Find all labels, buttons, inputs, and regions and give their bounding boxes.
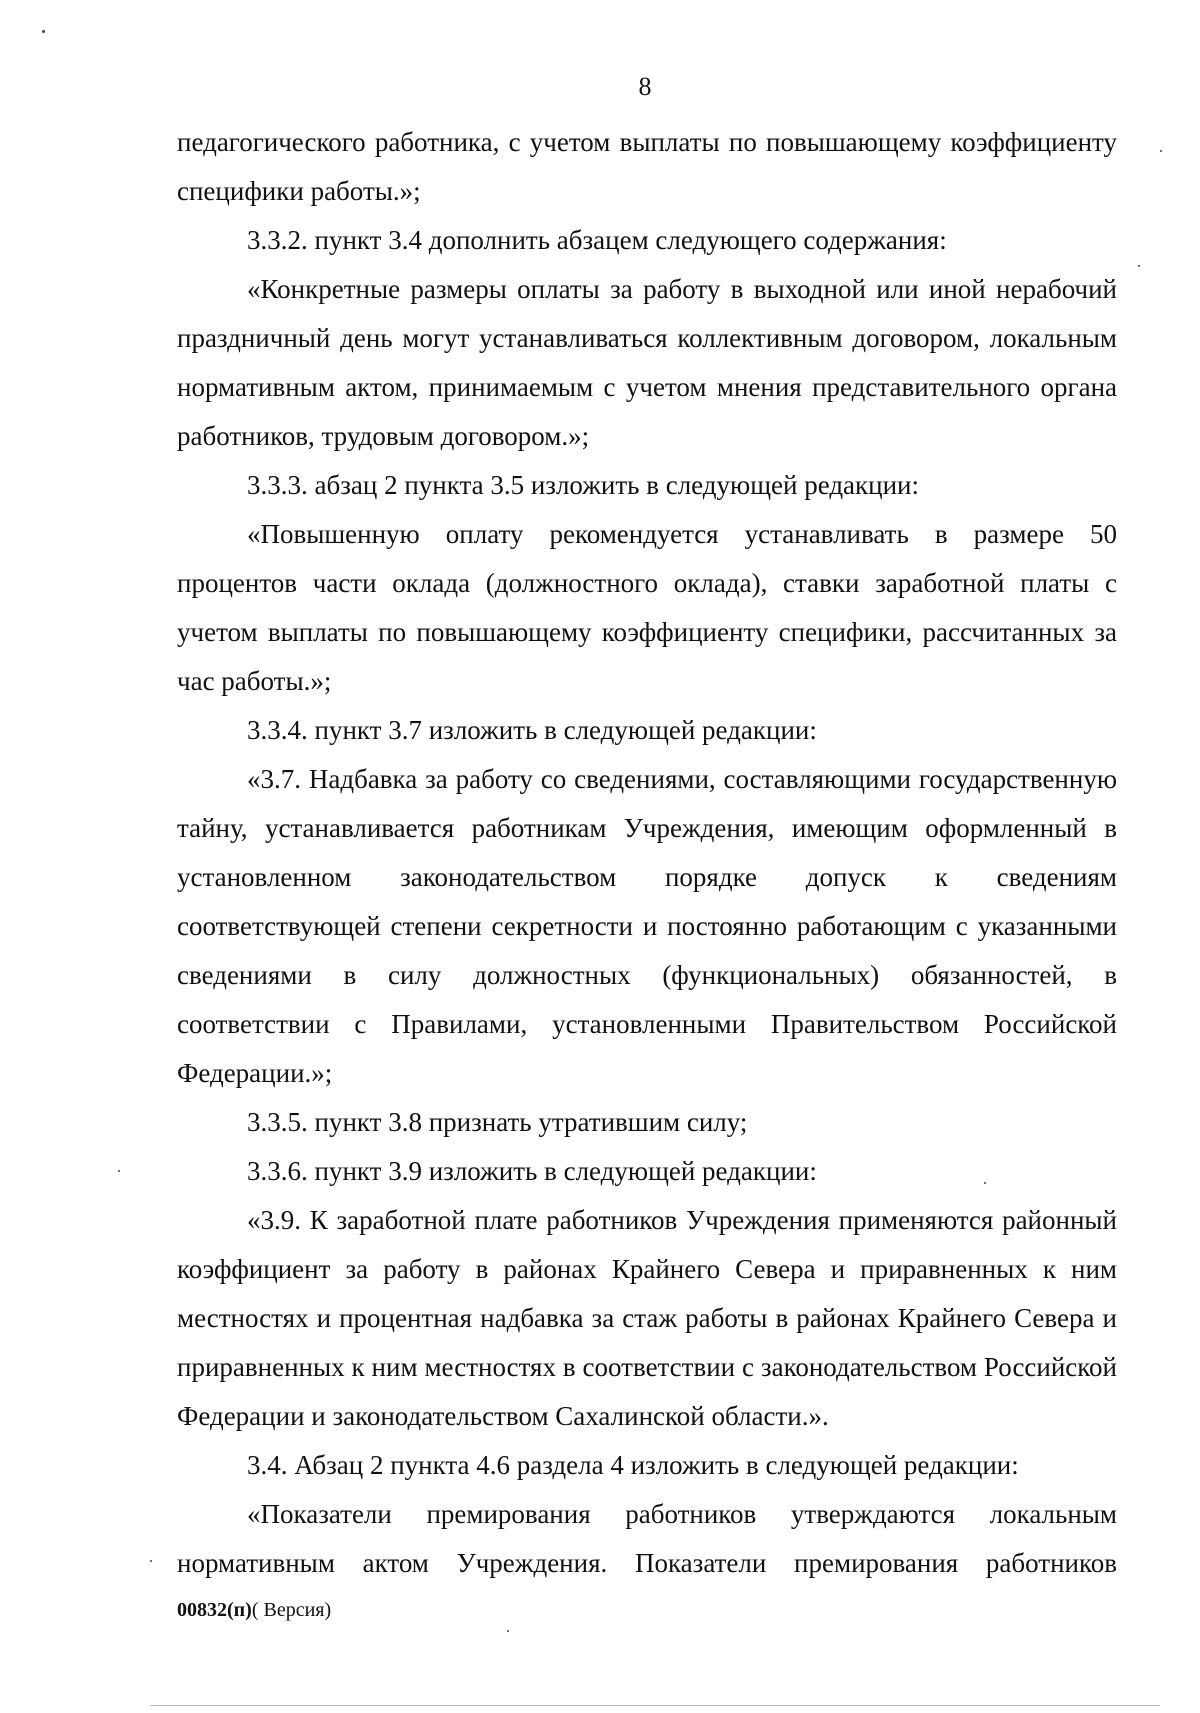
document-footer: [177, 1598, 331, 1622]
document-code: 00832(п): [177, 1599, 252, 1621]
scan-speck: [118, 1170, 120, 1172]
document-body: [177, 118, 1117, 1588]
paragraph: «3.9. К заработной плате работников Учреждения применяются районный коэффициент за работу в районах Крайнего Севера и приравненных к ним местностях и процентная надбавка за стаж работы в районах Крайнего Севера и приравненных к ним местностях в соответствии с законодательством Российской Федерации и законодательством Сахалинской области.».: [177, 1205, 1117, 1431]
paragraph: 3.3.3. абзац 2 пункта 3.5 изложить в следующей редакции:: [247, 470, 920, 500]
scan-speck: [1160, 150, 1162, 152]
scan-speck: [984, 1182, 986, 1184]
paragraph: «Повышенную оплату рекомендуется устанавливать в размере 50 процентов части оклада (должностного оклада), ставки заработной платы с учетом выплаты по повышающему коэффициенту специфики, рассчитанных за час работы.»;: [177, 519, 1117, 696]
paragraph: 3.3.4. пункт 3.7 изложить в следующей редакции:: [247, 715, 817, 745]
paragraph: педагогического работника, с учетом выплаты по повышающему коэффициенту специфики работы.»;: [177, 127, 1117, 206]
paragraph: «3.7. Надбавка за работу со сведениями, составляющими государственную тайну, устанавливается работникам Учреждения, имеющим оформленный в установленном законодательством порядке допуск к сведениям соответствующей степени секретности и постоянно работающим с указанными сведениями в силу должностных (функциональных) обязанностей, в соответствии с Правилами, установленными Правительством Российской Федерации.»;: [177, 764, 1117, 1088]
paragraph: 3.4. Абзац 2 пункта 4.6 раздела 4 изложить в следующей редакции:: [247, 1450, 1019, 1480]
paragraph: «Конкретные размеры оплаты за работу в выходной или иной нерабочий праздничный день могут устанавливаться коллективным договором, локальным нормативным актом, принимаемым с учетом мнения представительного органа работников, трудовым договором.»;: [177, 274, 1117, 451]
scan-speck: [150, 1560, 152, 1562]
paragraph: «Показатели премирования работников утверждаются локальным нормативным актом Учреждения. Показатели премирования работников: [177, 1499, 1117, 1578]
scan-speck: [507, 1630, 509, 1632]
scan-edge-line: [150, 1705, 1160, 1706]
paragraph: 3.3.6. пункт 3.9 изложить в следующей редакции:: [247, 1156, 817, 1186]
paragraph: 3.3.2. пункт 3.4 дополнить абзацем следующего содержания:: [247, 225, 947, 255]
scan-speck: [42, 30, 45, 33]
paragraph: 3.3.5. пункт 3.8 признать утратившим силу;: [247, 1107, 748, 1137]
document-version: ( Версия): [251, 1599, 332, 1621]
page-number: 8: [638, 72, 652, 101]
scan-speck: [1138, 265, 1140, 267]
